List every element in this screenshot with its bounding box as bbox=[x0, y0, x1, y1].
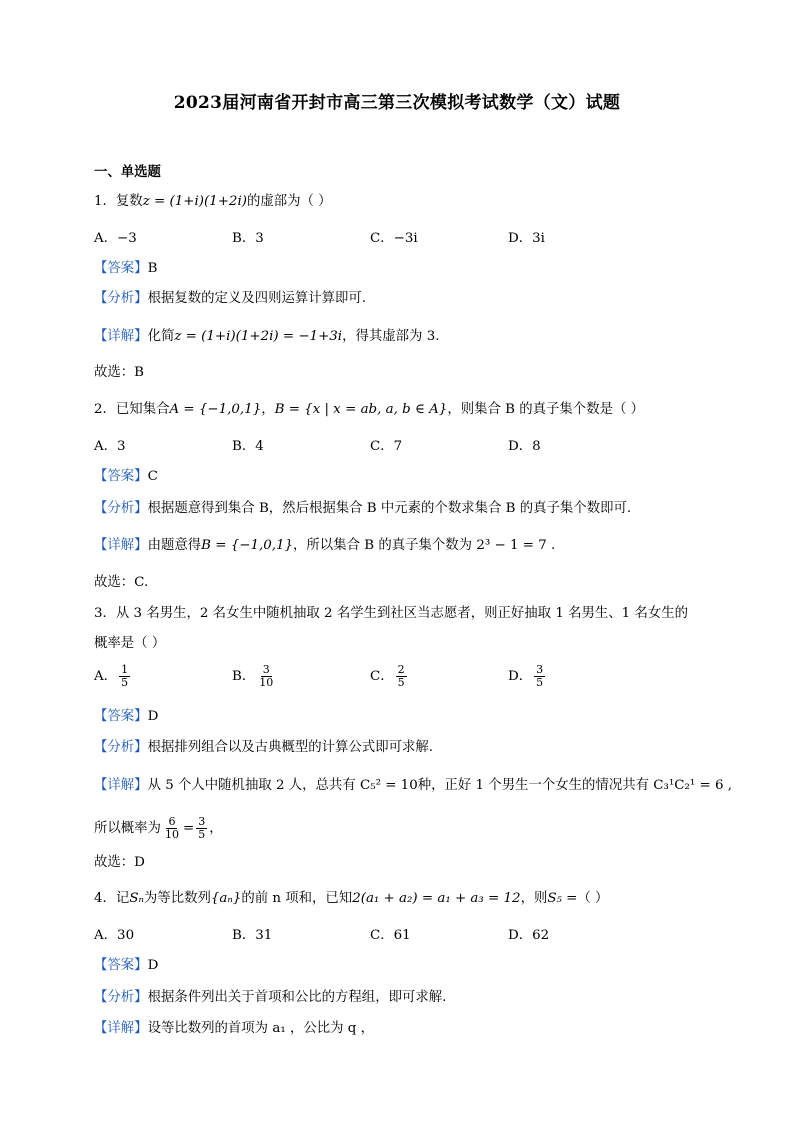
option-label: B． bbox=[232, 669, 256, 684]
fraction bbox=[163, 816, 181, 841]
answer-tag: 【答案】 bbox=[94, 958, 148, 973]
answer-tag: 【答案】 bbox=[94, 469, 148, 484]
fraction-denominator: 5 bbox=[198, 828, 206, 841]
q2-detail-post: ，所以集合 B 的真子集个数为 2³ − 1 = 7 . bbox=[293, 538, 556, 553]
option-label: A． bbox=[94, 669, 118, 684]
analysis-tag: 【分析】 bbox=[94, 291, 148, 306]
q1-option-c: C．−3i bbox=[370, 231, 418, 246]
q4-stem-math-eq: 2(a₁ + a₂) = a₁ + a₃ = 12 bbox=[352, 891, 521, 906]
q3-detail-pre: 所以概率为 bbox=[94, 821, 161, 836]
q3-answer-value: D bbox=[147, 709, 159, 724]
q3-analysis-text: 根据排列组合以及古典概型的计算公式即可求解. bbox=[147, 740, 434, 755]
q4-answer bbox=[94, 956, 158, 976]
fraction-numerator: 2 bbox=[397, 663, 405, 676]
q4-stem-math-sn: Sₙ bbox=[129, 891, 144, 906]
q2-option-c: C．7 bbox=[370, 439, 403, 454]
q4-option-d: D．62 bbox=[508, 928, 550, 943]
q2-stem-post: ，则集合 B 的真子集个数是（ ） bbox=[447, 402, 645, 417]
q2-analysis bbox=[94, 499, 631, 519]
q1-detail-pre: 化简 bbox=[147, 329, 175, 344]
q2-option-b: B．4 bbox=[232, 439, 264, 454]
q3-detail-line1 bbox=[94, 776, 732, 796]
q1-choose: 故选：B bbox=[94, 365, 145, 380]
q1-stem bbox=[94, 192, 332, 212]
q4-option-b: B．31 bbox=[232, 928, 273, 943]
analysis-tag: 【分析】 bbox=[94, 740, 148, 755]
fraction bbox=[257, 664, 275, 689]
option-label: C． bbox=[370, 669, 394, 684]
q3-option-d bbox=[508, 664, 547, 689]
q4-answer-value: D bbox=[147, 958, 159, 973]
detail-tag: 【详解】 bbox=[94, 778, 148, 793]
fraction-numerator: 1 bbox=[121, 663, 129, 676]
q3-option-b bbox=[232, 664, 277, 689]
q4-analysis bbox=[94, 988, 446, 1008]
detail-tag: 【详解】 bbox=[94, 329, 148, 344]
q3-detail-text: 从 5 个人中随机抽取 2 人，总共有 C₅² = 10种，正好 1 个男生一个女生的情况共有 C₃¹C₂¹ = 6 , bbox=[147, 778, 732, 793]
q1-answer-value: B bbox=[147, 261, 158, 276]
fraction-numerator: 3 bbox=[262, 663, 270, 676]
q2-analysis-text: 根据题意得到集合 B，然后根据集合 B 中元素的个数求集合 B 的真子集个数即可. bbox=[147, 501, 632, 516]
fraction-denominator: 5 bbox=[121, 676, 129, 689]
q4-stem bbox=[94, 889, 608, 909]
q3-stem-line2: 概率是（ ） bbox=[94, 636, 166, 651]
q2-stem-mid: ， bbox=[261, 402, 275, 417]
q3-option-c bbox=[370, 664, 409, 689]
q4-stem-mid2: 的前 n 项和，已知 bbox=[241, 891, 353, 906]
detail-tag: 【详解】 bbox=[94, 1021, 148, 1036]
q3-detail-post: ， bbox=[209, 821, 223, 836]
fraction bbox=[534, 664, 545, 689]
q1-detail-math: z = (1+i)(1+2i) = −1+3i bbox=[174, 329, 343, 344]
analysis-tag: 【分析】 bbox=[94, 990, 148, 1005]
q1-option-d: D．3i bbox=[508, 231, 545, 246]
q2-stem-math-a: A = {−1,0,1} bbox=[169, 402, 262, 417]
q2-choose: 故选：C. bbox=[94, 575, 149, 590]
answer-tag: 【答案】 bbox=[94, 709, 148, 724]
q1-option-b: B．3 bbox=[232, 231, 264, 246]
q4-stem-math-s5: S₅ = bbox=[547, 891, 578, 906]
page-title: 2023届河南省开封市高三第三次模拟考试数学（文）试题 bbox=[173, 93, 621, 113]
q2-option-a: A．3 bbox=[94, 439, 126, 454]
fraction bbox=[119, 664, 130, 689]
q4-stem-mid3: ，则 bbox=[520, 891, 548, 906]
q2-stem-pre: 2．已知集合 bbox=[94, 402, 170, 417]
q3-analysis bbox=[94, 738, 433, 758]
q4-stem-math-an: {aₙ} bbox=[210, 891, 242, 906]
q1-option-a: A．−3 bbox=[94, 231, 137, 246]
equals-sign: = bbox=[182, 821, 195, 836]
q1-analysis-text: 根据复数的定义及四则运算计算即可. bbox=[147, 291, 367, 306]
q2-detail-pre: 由题意得 bbox=[147, 538, 202, 553]
q1-analysis bbox=[94, 289, 366, 309]
fraction-denominator: 5 bbox=[536, 676, 544, 689]
q2-detail bbox=[94, 536, 555, 556]
q4-stem-pre: 4．记 bbox=[94, 891, 130, 906]
fraction-numerator: 6 bbox=[168, 815, 176, 828]
q1-stem-pre: 1．复数 bbox=[94, 194, 143, 209]
fraction-numerator: 3 bbox=[198, 815, 206, 828]
q1-detail-post: ，得其虚部为 3. bbox=[342, 329, 440, 344]
q3-answer bbox=[94, 707, 158, 727]
fraction bbox=[196, 816, 207, 841]
fraction-denominator: 5 bbox=[397, 676, 405, 689]
q3-stem-line1: 3．从 3 名男生，2 名女生中随机抽取 2 名学生到社区当志愿者，则正好抽取 1 名男生、1 名女生的 bbox=[94, 606, 689, 621]
section-heading: 一、单选题 bbox=[94, 164, 161, 180]
q3-option-a bbox=[94, 664, 132, 689]
detail-tag: 【详解】 bbox=[94, 538, 148, 553]
q2-stem-math-b: B = {x | x = ab, a, b ∈ A} bbox=[274, 402, 448, 417]
q3-options bbox=[94, 664, 714, 700]
q4-detail-text: 设等比数列的首项为 a₁ ，公比为 q ， bbox=[147, 1021, 374, 1036]
fraction-numerator: 3 bbox=[536, 663, 544, 676]
q4-stem-post: （ ） bbox=[577, 891, 609, 906]
q1-answer bbox=[94, 259, 157, 279]
q2-option-d: D．8 bbox=[508, 439, 541, 454]
q1-stem-math: z = (1+i)(1+2i) bbox=[142, 194, 247, 209]
option-label: D． bbox=[508, 669, 533, 684]
q4-option-a: A．30 bbox=[94, 928, 135, 943]
fraction-denominator: 10 bbox=[164, 828, 179, 841]
q2-detail-math: B = {−1,0,1} bbox=[201, 538, 294, 553]
q3-detail-line2 bbox=[94, 816, 223, 841]
answer-tag: 【答案】 bbox=[94, 261, 148, 276]
q4-detail bbox=[94, 1019, 374, 1039]
analysis-tag: 【分析】 bbox=[94, 501, 148, 516]
q4-option-c: C．61 bbox=[370, 928, 411, 943]
q1-stem-post: 的虚部为（ ） bbox=[246, 194, 332, 209]
fraction bbox=[396, 664, 407, 689]
q4-analysis-text: 根据条件列出关于首项和公比的方程组，即可求解. bbox=[147, 990, 447, 1005]
q2-answer bbox=[94, 467, 158, 487]
q3-choose: 故选：D bbox=[94, 855, 145, 870]
q4-stem-mid1: 为等比数列 bbox=[143, 891, 211, 906]
q2-answer-value: C bbox=[147, 469, 158, 484]
q2-stem bbox=[94, 400, 644, 420]
fraction-denominator: 10 bbox=[259, 676, 274, 689]
q1-detail bbox=[94, 327, 439, 347]
